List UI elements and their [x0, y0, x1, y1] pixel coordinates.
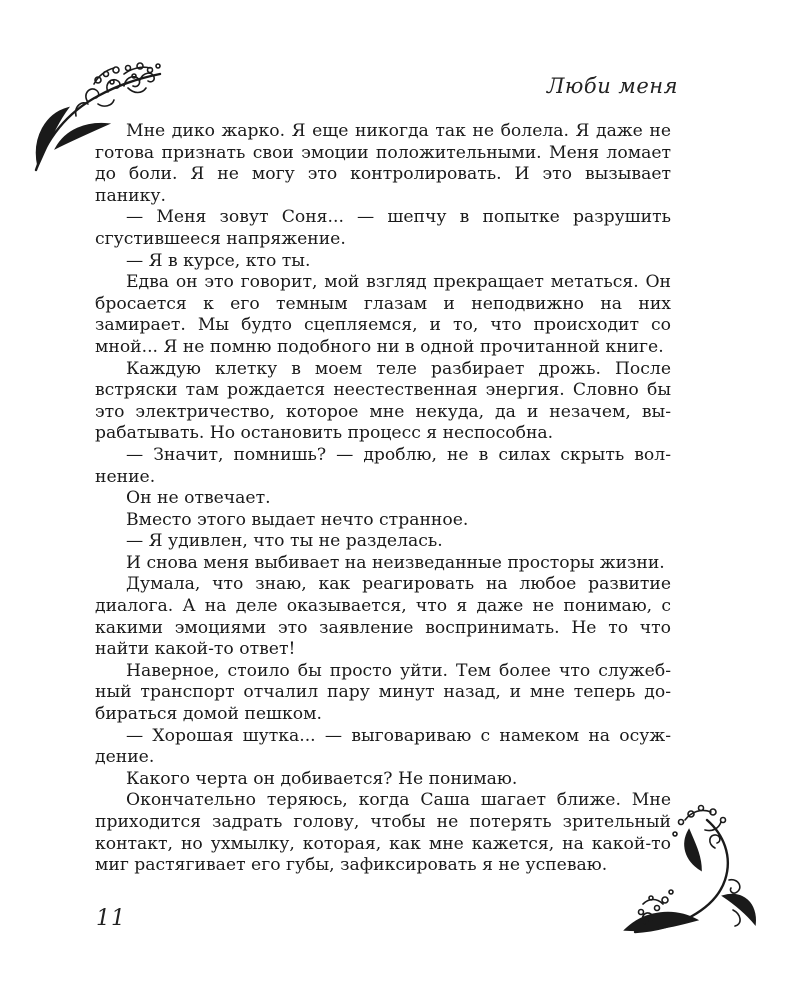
paragraph: Вместо этого выдает нечто странное.	[126, 509, 469, 530]
paragraph: Каждую клетку в моем теле разбирает дрожь. После встряски там рождается неестественная энергия. Словно бы это электричество, которое мне некуда, да и незачем, вырабатывать. Но остановить процесс я неспособна.	[95, 358, 671, 444]
paragraph: Наверное, стоило бы просто уйти. Тем более что служебный транспорт отчалил пару минут назад, и мне теперь добираться домой пешком.	[95, 660, 671, 725]
paragraph: — Хорошая шутка... — выговариваю с намеком на осуждение.	[95, 725, 671, 768]
paragraph: Окончательно теряюсь, когда Саша шагает ближе. Мне приходится задрать голову, чтобы не потерять зрительный контакт, но ухмылку, которая, как мне кажется, на какой-то миг растягивает его губы, зафиксировать я не успеваю.	[95, 790, 671, 876]
paragraph: — Я в курсе, кто ты.	[126, 250, 311, 271]
running-title: Люби меня	[546, 74, 678, 98]
paragraph: Мне дико жарко. Я еще никогда так не болела. Я даже не готова признать свои эмоции положительными. Меня ломает до боли. Я не могу это контролировать. И это вызывает панику.	[95, 121, 671, 206]
chapter-text	[95, 121, 671, 877]
floral-ornament-icon	[605, 800, 765, 940]
paragraph: И снова меня выбивает на неизведанные просторы жизни.	[126, 552, 665, 573]
page-number: 11	[96, 906, 126, 931]
paragraph: Какого черта он добивается? Не понимаю.	[126, 768, 518, 789]
paragraph: — Значит, помнишь? — дроблю, не в силах скрыть волнение.	[95, 444, 671, 487]
paragraph: Едва он это говорит, мой взгляд прекращает метаться. Он бросается к его темным глазам и неподвижно на них замирает. Мы будто сцепляемся, и то, что происходит со мной... Я не помню подобного ни в одной прочитанной книге.	[95, 272, 671, 357]
paragraph: — Я удивлен, что ты не разделась.	[126, 531, 443, 552]
paragraph: — Меня зовут Соня... — шепчу в попытке разрушить сгустившееся напряжение.	[95, 207, 671, 249]
paragraph: Он не отвечает.	[126, 488, 271, 509]
paragraph: Думала, что знаю, как реагировать на любое развитие диалога. А на деле оказывается, что я даже не понимаю, с какими эмоциями это заявление воспринимать. Не то что найти какой-то ответ!	[95, 574, 671, 660]
